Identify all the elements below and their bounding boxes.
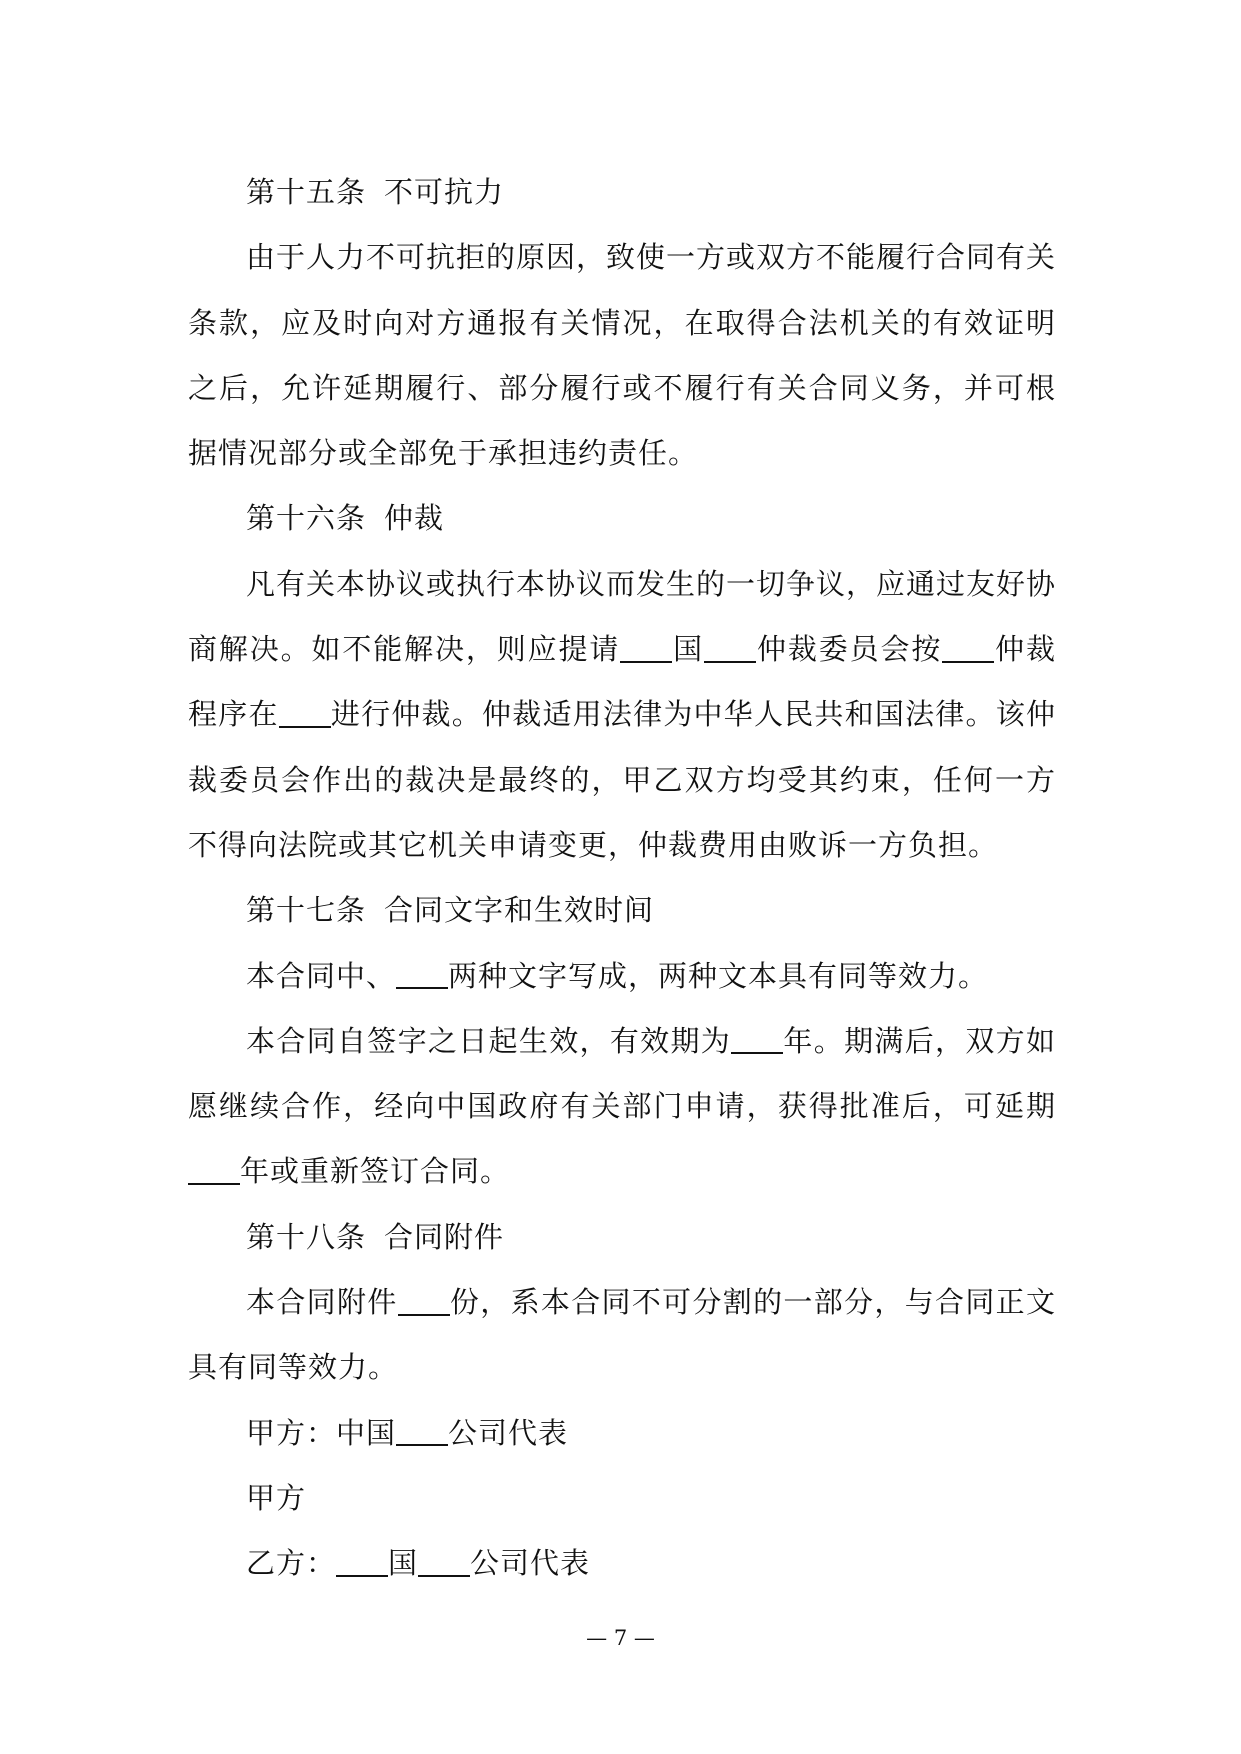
article-heading	[188, 1205, 1056, 1270]
article-heading	[188, 486, 1056, 551]
fill-in-blank	[942, 632, 994, 663]
fill-in-blank	[418, 1546, 470, 1577]
text-segment: 本合同中、	[246, 958, 397, 993]
article-heading	[188, 878, 1056, 943]
fill-in-blank	[398, 1285, 450, 1316]
signature-line	[188, 1466, 1056, 1531]
text-segment: 进行仲裁。仲裁适用法律为中华人民共和国法律。该仲裁委员会作出的裁决是最终的，甲乙双方均受其约束，任何一方不得向法院或其它机关申请变更，仲裁费用由败诉一方负担。	[188, 697, 1056, 862]
text-segment: 份，系本合同不可分割的一部分，与合同正文具有同等效力。	[188, 1285, 1056, 1385]
article-paragraph	[188, 1270, 1056, 1401]
text-segment: 仲裁委员会按	[756, 632, 943, 667]
text-segment: 乙方：	[246, 1546, 337, 1581]
fill-in-blank	[704, 632, 756, 663]
article-paragraph	[188, 944, 1056, 1009]
text-segment: 公司代表	[470, 1546, 591, 1581]
article-paragraph	[188, 1009, 1056, 1205]
article-paragraph	[188, 225, 1056, 486]
article-number: 第十五条	[246, 175, 367, 209]
fill-in-blank	[336, 1546, 388, 1577]
article-number: 第十七条	[246, 893, 367, 928]
text-segment: 凡有关本协议或执行本协议而发生的一切争议，应通过友好协商解决。如不能解决，则应提请	[188, 566, 1057, 667]
fill-in-blank	[396, 958, 448, 989]
article-title: 合同附件	[384, 1219, 505, 1254]
text-segment: 年或重新签订合同。	[240, 1154, 511, 1189]
fill-in-blank	[731, 1023, 783, 1054]
article-number: 第十六条	[246, 501, 367, 536]
text-segment: 两种文字写成，两种文本具有同等效力。	[448, 958, 989, 993]
article-title: 仲裁	[384, 501, 445, 536]
fill-in-blank	[620, 632, 672, 663]
signature-line	[188, 1401, 1056, 1466]
signature-line	[188, 1531, 1056, 1596]
page-number: — 7 —	[586, 1626, 655, 1650]
text-segment: 公司代表	[448, 1415, 569, 1450]
text-segment: 年。期满后，双方如愿继续合作，经向中国政府有关部门申请，获得批准后，可延期	[188, 1023, 1056, 1124]
text-segment: 本合同自签字之日起生效，有效期为	[246, 1023, 732, 1058]
text-segment: 甲方：中国	[246, 1415, 397, 1450]
text-segment: 由于人力不可抗拒的原因，致使一方或双方不能履行合同有关条款，应及时向对方通报有关情况，在取得合法机关的有效证明之后，允许延期履行、部分履行或不履行有关合同义务，并可根据情况部分或全部免于承担违约责任。	[188, 240, 1057, 471]
article-heading	[188, 160, 1056, 225]
text-segment: 仲裁程序在	[188, 632, 1056, 732]
article-number: 第十八条	[246, 1219, 367, 1254]
fill-in-blank	[279, 697, 331, 728]
article-title: 不可抗力	[384, 175, 505, 209]
fill-in-blank	[188, 1154, 240, 1185]
text-segment: 甲方	[246, 1480, 307, 1515]
text-segment: 国	[388, 1546, 419, 1581]
article-title: 合同文字和生效时间	[384, 893, 655, 928]
document-body	[188, 160, 1056, 1597]
article-paragraph	[188, 552, 1056, 878]
text-segment: 本合同附件	[246, 1285, 398, 1320]
fill-in-blank	[396, 1415, 448, 1446]
text-segment: 国	[672, 632, 705, 667]
